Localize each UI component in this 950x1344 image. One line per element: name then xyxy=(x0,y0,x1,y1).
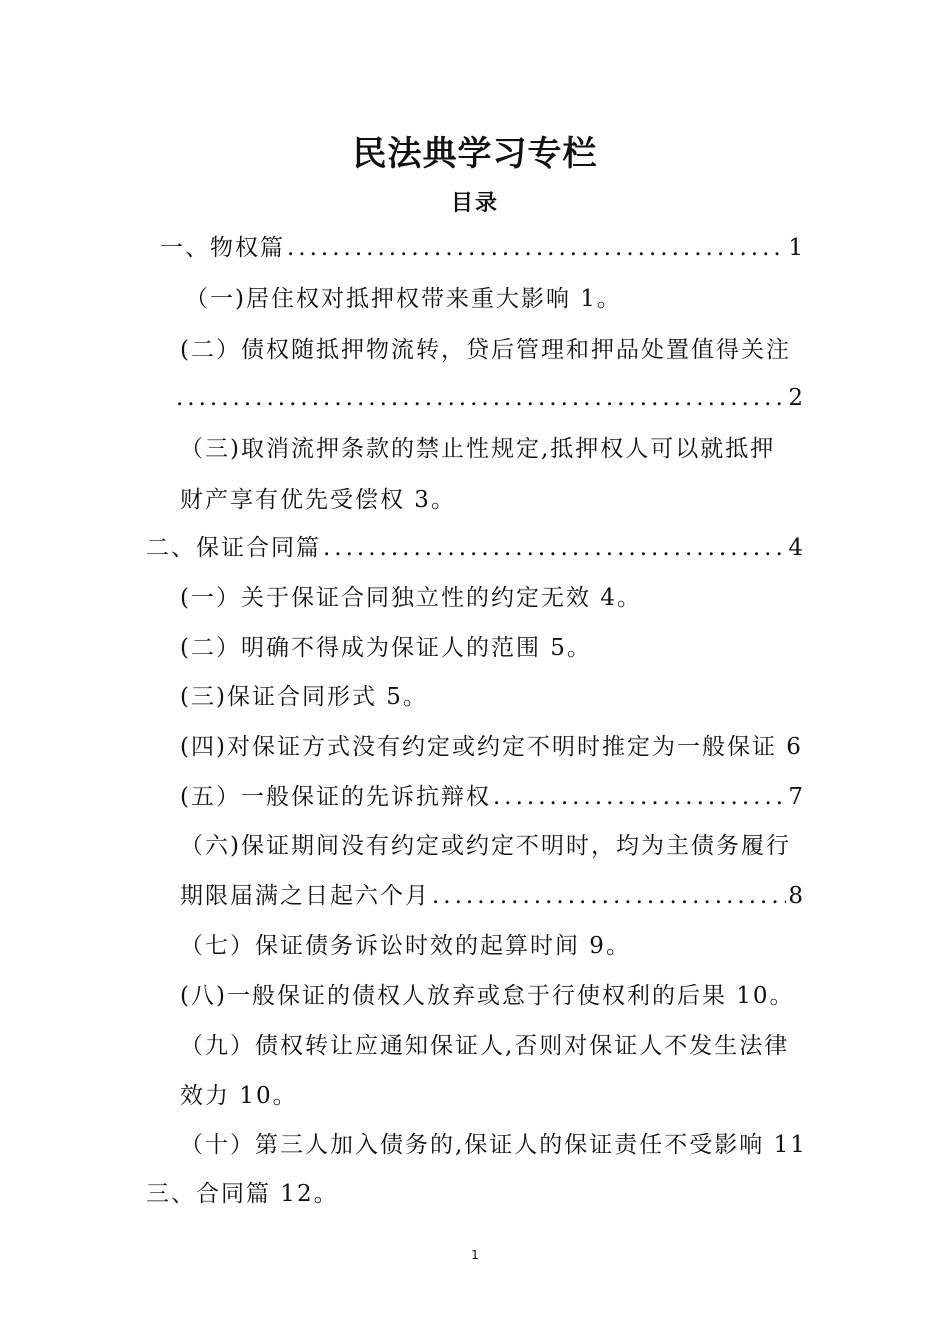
toc-entry-2-5[interactable] xyxy=(180,777,805,817)
toc-entry-part-1[interactable] xyxy=(160,228,805,268)
toc-entry-2-4[interactable] xyxy=(180,727,803,767)
toc-page-number: 1 xyxy=(788,235,805,261)
toc-entry-part-2[interactable] xyxy=(146,528,805,568)
toc-entry-text: 期限届满之日起六个月 xyxy=(180,883,430,909)
toc-page-number: 7 xyxy=(788,784,805,810)
toc-entry-2-8[interactable] xyxy=(180,976,795,1016)
dot-leader xyxy=(287,228,786,268)
toc-heading: 目录 xyxy=(450,191,499,216)
dot-leader xyxy=(493,777,786,817)
toc-entry-text: （一)居住权对抵押权带来重大影响 1。 xyxy=(185,286,622,312)
toc-page-number: 4 xyxy=(788,535,805,561)
toc-page-number: 8 xyxy=(788,883,805,909)
dot-leader xyxy=(323,528,786,568)
dot-leader xyxy=(432,876,786,916)
toc-entry-text: 效力 10。 xyxy=(180,1083,298,1109)
page-title: 民法典学习专栏 xyxy=(352,134,598,174)
toc-entry-2-3[interactable] xyxy=(180,677,428,717)
toc-entry-text: (四)对保证方式没有约定或约定不明时推定为一般保证 6 xyxy=(180,734,803,760)
toc-entry-2-2[interactable] xyxy=(180,628,592,668)
toc-entry-2-7[interactable] xyxy=(180,926,631,966)
toc-entry-text: 一、物权篇 xyxy=(160,235,285,261)
toc-entry-1-2-continued[interactable] xyxy=(176,378,805,418)
toc-entry-text: （七）保证债务诉讼时效的起算时间 9。 xyxy=(180,933,631,959)
toc-entry-1-1[interactable] xyxy=(185,279,622,319)
toc-entry-text: (二）债权随抵押物流转，贷后管理和押品处置值得关注 xyxy=(180,337,791,363)
toc-entry-text: (八)一般保证的债权人放弃或怠于行使权利的后果 10。 xyxy=(180,983,795,1009)
toc-entry-text: (一）关于保证合同独立性的约定无效 4。 xyxy=(180,585,642,611)
toc-entry-text: （十）第三人加入债务的,保证人的保证责任不受影响 11 xyxy=(180,1132,807,1158)
toc-entry-2-6[interactable] xyxy=(180,826,791,866)
toc-entry-part-3[interactable] xyxy=(146,1174,339,1214)
dot-leader xyxy=(176,378,786,418)
toc-entry-2-1[interactable] xyxy=(180,578,642,618)
toc-entry-text: (五）一般保证的先诉抗辩权 xyxy=(180,784,491,810)
toc-entry-text: (三)保证合同形式 5。 xyxy=(180,684,428,710)
toc-entry-2-10[interactable] xyxy=(180,1125,807,1165)
toc-entry-text: 财产享有优先受偿权 3。 xyxy=(180,487,456,513)
toc-entry-text: （三)取消流押条款的禁止性规定,抵押权人可以就抵押 xyxy=(180,436,776,462)
toc-entry-2-9-continued[interactable] xyxy=(180,1076,298,1116)
toc-entry-1-2[interactable] xyxy=(180,330,791,370)
toc-entry-text: 二、保证合同篇 xyxy=(146,535,321,561)
toc-entry-text: （六)保证期间没有约定或约定不明时，均为主债务履行 xyxy=(180,833,791,859)
toc-entry-1-3[interactable] xyxy=(180,429,775,469)
page-number: 1 xyxy=(471,1248,479,1262)
toc-entry-text: (二）明确不得成为保证人的范围 5。 xyxy=(180,635,592,661)
toc-page-number: 2 xyxy=(788,385,805,411)
toc-entry-2-9[interactable] xyxy=(180,1026,789,1066)
toc-entry-text: （九）债权转让应通知保证人,否则对保证人不发生法律 xyxy=(180,1033,790,1059)
toc-entry-2-6-continued[interactable] xyxy=(180,876,805,916)
toc-entry-text: 三、合同篇 12。 xyxy=(146,1181,339,1207)
toc-entry-1-3-continued[interactable] xyxy=(180,480,456,520)
